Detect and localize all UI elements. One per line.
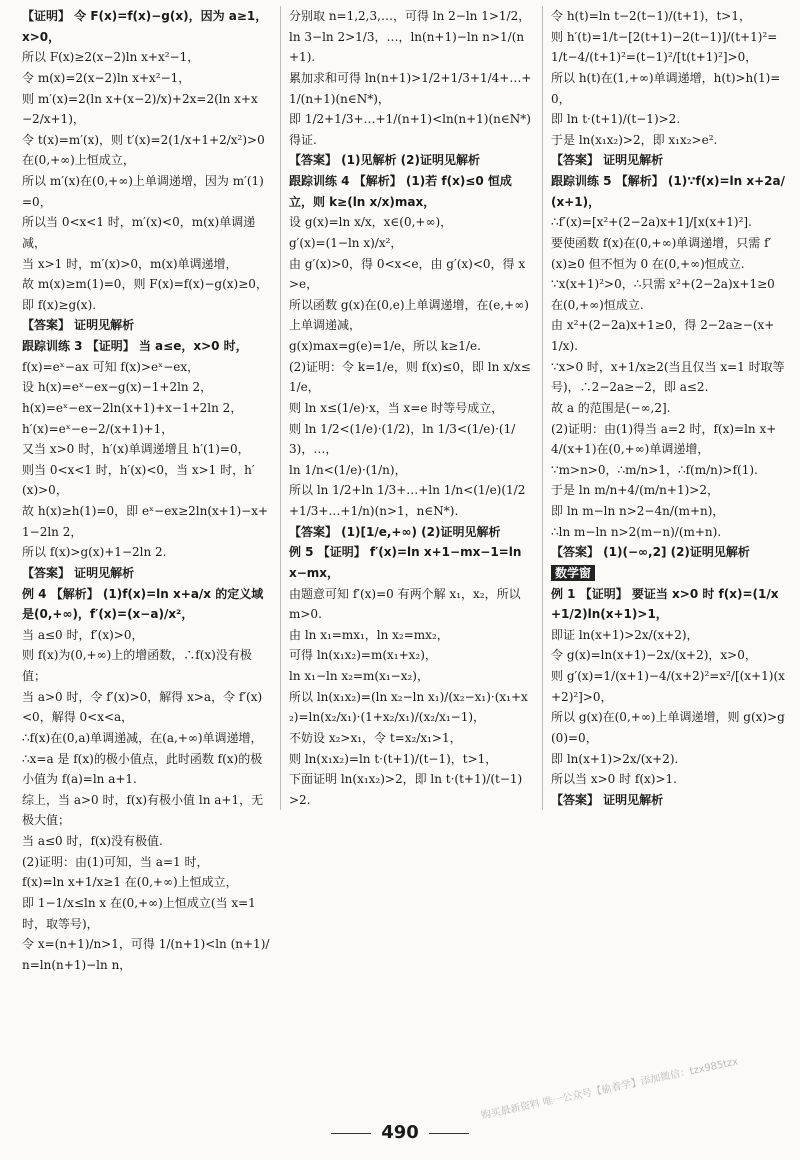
text-line: 令 x=(n+1)/n>1，可得 1/(n+1)<ln (n+1)/n=ln(n+1)−ln n， bbox=[22, 937, 270, 972]
text-line: 由 ln x₁=mx₁，ln x₂=mx₂， bbox=[289, 627, 449, 642]
column-right bbox=[542, 6, 790, 810]
text-line: h(x)=eˣ−ex−2ln(x+1)+x−1+2ln 2， bbox=[22, 400, 243, 415]
text-line: 所以 ln(x₁x₂)=(ln x₂−ln x₁)/(x₂−x₁)·(x₁+x₂)=ln(x₂/x₁)·(1+x₂/x₁)/(x₂/x₁−1)， bbox=[289, 689, 528, 725]
text-line: (2)证明：由(1)可知，当 a=1 时， bbox=[22, 854, 209, 869]
text-line: 令 h(t)=ln t−2(t−1)/(t+1)，t>1， bbox=[551, 9, 751, 23]
text-line: 于是 ln m/n+4/(m/n+1)>2， bbox=[551, 483, 719, 498]
text-line: ∴f′(x)=[x²+(2−2a)x+1]/[x(x+1)²]. bbox=[551, 215, 752, 230]
text-line: ∵x>0 时，x+1/x≥2(当且仅当 x=1 时取等号)，∴2−2a≥−2，即 a≤2. bbox=[551, 359, 785, 395]
text-line: (2)证明：由(1)得当 a=2 时，f(x)=ln x+4/(x+1)在(0,+∞)单调递增， bbox=[551, 421, 777, 457]
text-line: 例 4 【解析】 (1)f(x)=ln x+a/x 的定义域是(0,+∞)，f′(x)=(x−a)/x²， bbox=[22, 586, 264, 622]
text-line: 设 g(x)=ln x/x，x∈(0,+∞)， bbox=[289, 215, 453, 230]
text-line: 【答案】 证明见解析 bbox=[551, 153, 664, 168]
text-line: 【答案】 (1)(−∞,2] (2)证明见解析 bbox=[551, 545, 750, 560]
text-line: ∵x(x+1)²>0，∴只需 x²+(2−2a)x+1≥0 在(0,+∞)恒成立. bbox=[551, 277, 775, 312]
text-line: 所以当 x>0 时 f(x)>1. bbox=[551, 772, 677, 787]
text-line: 则当 0<x<1 时，h′(x)<0，当 x>1 时，h′(x)>0， bbox=[22, 462, 255, 498]
text-line: 则 ln 1/2<(1/e)·(1/2)，ln 1/3<(1/e)·(1/3)，…， bbox=[289, 421, 516, 457]
text-line: 由 g′(x)>0，得 0<x<e，由 g′(x)<0，得 x>e， bbox=[289, 256, 526, 292]
text-line: ∴f(x)在(0,a)单调递减，在(a,+∞)单调递增， bbox=[22, 730, 263, 745]
text-line: ∴ln m−ln n>2(m−n)/(m+n). bbox=[551, 524, 722, 539]
text-line: 即 ln(x+1)>2x/(x+2). bbox=[551, 751, 679, 766]
text-line: 即 ln m−ln n>2−4n/(m+n)， bbox=[551, 504, 725, 518]
text-line: 【答案】 证明见解析 bbox=[551, 792, 664, 807]
text-line: 【答案】 (1)[1/e,+∞) (2)证明见解析 bbox=[289, 524, 501, 539]
text-line: 于是 ln(x₁x₂)>2，即 x₁x₂>e². bbox=[551, 132, 718, 147]
text-line: 由题意可知 f′(x)=0 有两个解 x₁，x₂，所以 m>0. bbox=[289, 586, 521, 622]
text-line: 当 a≤0 时，f′(x)>0， bbox=[22, 627, 144, 642]
text-line: 可得 ln(x₁x₂)=m(x₁+x₂)， bbox=[289, 648, 437, 663]
text-line: f(x)=ln x+1/x≥1 在(0,+∞)上恒成立， bbox=[22, 875, 238, 890]
text-line: 则 ln x≤(1/e)·x，当 x=e 时等号成立， bbox=[289, 400, 504, 415]
column-left bbox=[18, 6, 274, 975]
text-line: 跟踪训练 3 【证明】 当 a≤e，x>0 时， bbox=[22, 339, 248, 353]
text-line: 又当 x>0 时，h′(x)单调递增且 h′(1)=0， bbox=[22, 442, 250, 457]
text-line: 令 m(x)=2(x−2)ln x+x²−1， bbox=[22, 70, 191, 85]
text-line: 即 1/2+1/3+…+1/(n+1)<ln(n+1)(n∈N*)得证. bbox=[289, 112, 531, 147]
text-line: ln x₁−ln x₂=m(x₁−x₂)， bbox=[289, 669, 429, 683]
text-line: 例 1 【证明】 要证当 x>0 时 f(x)=(1/x+1/2)ln(x+1)>1， bbox=[551, 586, 779, 622]
text-line: 所以 F(x)≥2(x−2)ln x+x²−1， bbox=[22, 50, 200, 65]
section-label: 数学窗 bbox=[551, 565, 595, 581]
text-line: 所以 h(t)在(1,+∞)单调递增，h(t)>h(1)=0， bbox=[551, 70, 781, 106]
text-line: (2)证明：令 k=1/e，则 f(x)≤0，即 ln x/x≤1/e， bbox=[289, 359, 531, 395]
column-middle bbox=[280, 6, 536, 810]
text-line: 则 g′(x)=1/(x+1)−4/(x+2)²=x²/[(x+1)(x+2)²]>0， bbox=[551, 669, 785, 704]
text-line: 故 h(x)≥h(1)=0，即 eˣ−ex≥2ln(x+1)−x+1−2ln 2， bbox=[22, 504, 269, 539]
text-line: 则 h′(t)=1/t−[2(t+1)−2(t−1)]/(t+1)²=1/t−4/(t+1)²=(t−1)²/[t(t+1)²]>0， bbox=[551, 29, 778, 65]
text-line: 所以 ln 1/2+ln 1/3+…+ln 1/n<(1/e)(1/2+1/3+…+1/n)(n>1，n∈N*). bbox=[289, 483, 526, 518]
text-line: 下面证明 ln(x₁x₂)>2，即 ln t·(t+1)/(t−1)>2. bbox=[289, 772, 523, 807]
text-line: g′(x)=(1−ln x)/x²， bbox=[289, 235, 403, 250]
text-line: 故 m(x)≥m(1)=0，则 F(x)=f(x)−g(x)≥0，即 f(x)≥g(x). bbox=[22, 277, 268, 312]
text-line: 不妨设 x₂>x₁，令 t=x₂/x₁>1， bbox=[289, 730, 462, 745]
text-line: f(x)=eˣ−ax 可知 f(x)>eˣ−ex， bbox=[22, 359, 200, 374]
text-line: 【答案】 证明见解析 bbox=[22, 318, 135, 333]
text-line: 跟踪训练 5 【解析】 (1)∵f(x)=ln x+2a/(x+1)， bbox=[551, 174, 785, 209]
text-line: 跟踪训练 4 【解析】 (1)若 f(x)≤0 恒成立，则 k≥(ln x/x)max， bbox=[289, 174, 512, 209]
footer-rule-left bbox=[331, 1133, 371, 1134]
text-line: 即 1−1/x≤ln x 在(0,+∞)上恒成立(当 x=1 时，取等号)， bbox=[22, 895, 256, 931]
text-line: 则 f(x)为(0,+∞)上的增函数，∴f(x)没有极值； bbox=[22, 648, 252, 683]
text-line: 设 h(x)=eˣ−ex−g(x)−1+2ln 2， bbox=[22, 380, 213, 395]
text-line: 由 x²+(2−2a)x+1≥0，得 2−2a≥−(x+1/x). bbox=[551, 318, 775, 353]
text-line: 例 5 【证明】 f′(x)=ln x+1−mx−1=ln x−mx， bbox=[289, 545, 522, 580]
page-footer bbox=[0, 1118, 800, 1149]
text-line: 令 t(x)=m′(x)，则 t′(x)=2(1/x+1+2/x²)>0 在(0,+∞)上恒成立， bbox=[22, 132, 265, 168]
page-number: 490 bbox=[381, 1122, 419, 1143]
text-line: 所以 g(x)在(0,+∞)上单调递增，则 g(x)>g(0)=0， bbox=[551, 710, 785, 745]
text-line: 所以当 0<x<1 时，m′(x)<0，m(x)单调递减， bbox=[22, 215, 256, 250]
text-line: 则 ln(x₁x₂)=ln t·(t+1)/(t−1)，t>1， bbox=[289, 751, 498, 766]
text-line: 当 a≤0 时，f(x)没有极值. bbox=[22, 834, 163, 848]
text-line: 当 a>0 时，令 f′(x)>0，解得 x>a，令 f′(x)<0，解得 0<x<a， bbox=[22, 689, 263, 725]
text-line: ∴x=a 是 f(x)的极小值点，此时函数 f(x)的极小值为 f(a)=ln a+1. bbox=[22, 751, 263, 787]
text-line: 综上，当 a>0 时，f(x)有极小值 ln a+1，无极大值； bbox=[22, 792, 264, 828]
text-line: 分别取 n=1,2,3,…，可得 ln 2−ln 1>1/2，ln 3−ln 2>1/3，…，ln(n+1)−ln n>1/(n+1). bbox=[289, 9, 531, 65]
text-line: g(x)max=g(e)=1/e，所以 k≥1/e. bbox=[289, 339, 481, 353]
text-line: 故 a 的范围是(−∞,2]. bbox=[551, 400, 671, 415]
text-line: 要使函数 f(x)在(0,+∞)单调递增，只需 f′(x)≥0 但不恒为 0 在(0,+∞)恒成立. bbox=[551, 235, 772, 271]
watermark-text: 购买最新资料 唯一公众号【偷着学】添加微信：tzx985tzx bbox=[480, 1056, 740, 1122]
text-line: 即 ln t·(t+1)/(t−1)>2. bbox=[551, 112, 681, 127]
text-line: 令 g(x)=ln(x+1)−2x/(x+2)，x>0， bbox=[551, 648, 757, 663]
text-line: 当 x>1 时，m′(x)>0，m(x)单调递增， bbox=[22, 256, 238, 271]
text-line: 【答案】 证明见解析 bbox=[22, 565, 135, 580]
text-line: 累加求和可得 ln(n+1)>1/2+1/3+1/4+…+1/(n+1)(n∈N*)， bbox=[289, 70, 532, 106]
text-line: ln 1/n<(1/e)·(1/n)， bbox=[289, 462, 407, 477]
text-line: h′(x)=eˣ−e−2/(x+1)+1， bbox=[22, 421, 174, 436]
text-line: 【证明】 令 F(x)=f(x)−g(x)，因为 a≥1，x>0， bbox=[22, 9, 268, 44]
footer-rule-right bbox=[429, 1133, 469, 1134]
text-line: 则 m′(x)=2(ln x+(x−2)/x)+2x=2(ln x+x−2/x+1)， bbox=[22, 91, 258, 127]
text-line: 所以 f(x)>g(x)+1−2ln 2. bbox=[22, 545, 167, 560]
text-line: 【答案】 (1)见解析 (2)证明见解析 bbox=[289, 153, 480, 168]
text-line: 所以 m′(x)在(0,+∞)上单调递增，因为 m′(1)=0， bbox=[22, 174, 264, 209]
text-line: 即证 ln(x+1)>2x/(x+2)， bbox=[551, 627, 699, 642]
text-line: 所以函数 g(x)在(0,e)上单调递增，在(e,+∞)上单调递减， bbox=[289, 297, 529, 333]
text-line: ∵m>n>0，∴m/n>1，∴f(m/n)>f(1). bbox=[551, 462, 758, 477]
